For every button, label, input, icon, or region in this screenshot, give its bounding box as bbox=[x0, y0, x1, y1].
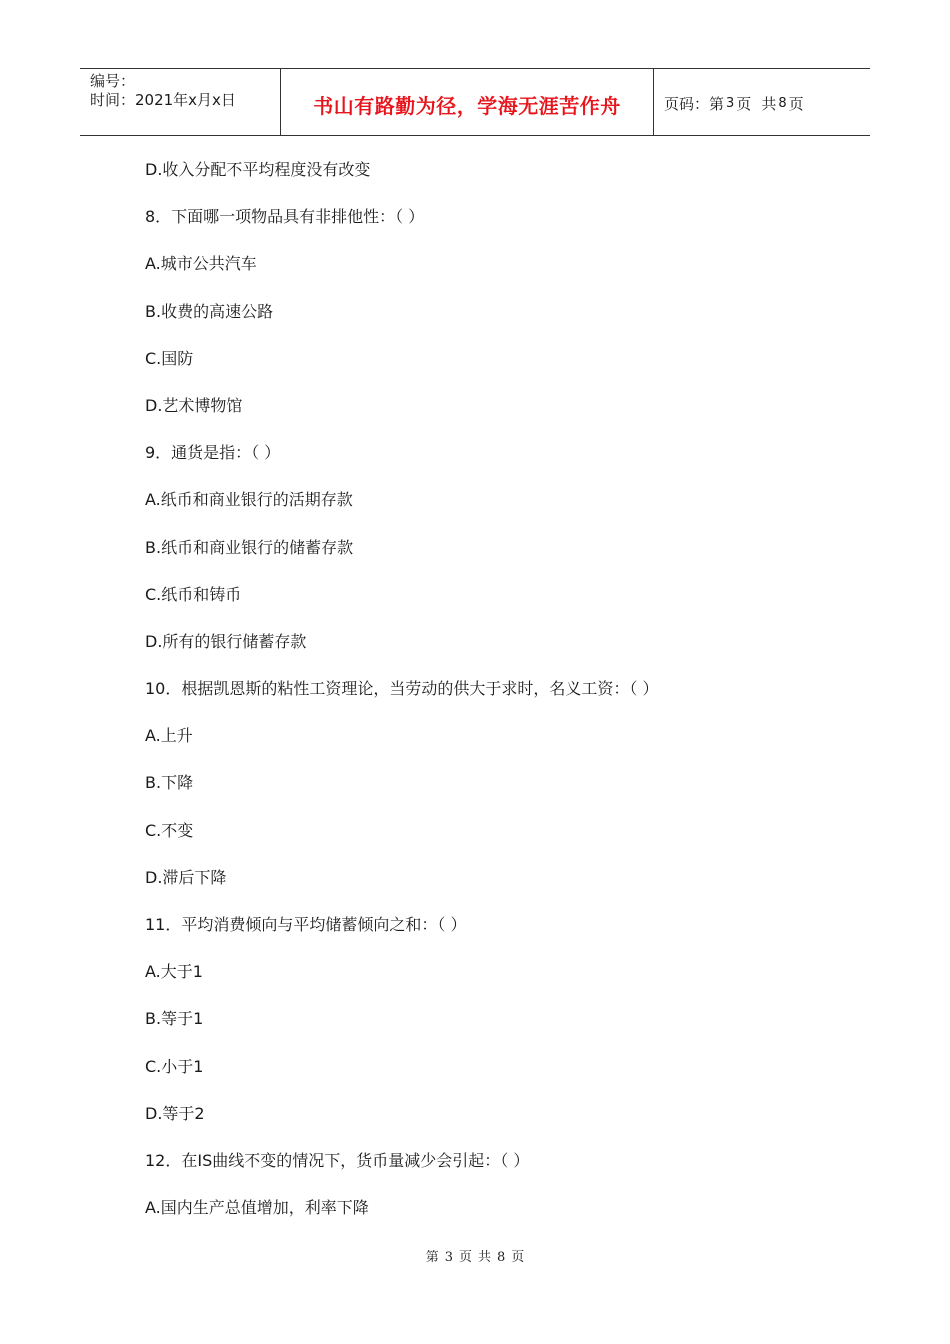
question-10: 10．根据凯恩斯的粘性工资理论，当劳动的供大于求时，名义工资：（ ） bbox=[145, 679, 659, 699]
footer-di: 第 bbox=[425, 1250, 439, 1265]
serial-number-label: 编号： bbox=[90, 72, 136, 90]
header-info-cell bbox=[80, 69, 281, 135]
page-total-prefix: 共 bbox=[761, 94, 777, 113]
option-line: C.小于1 bbox=[145, 1056, 204, 1076]
option-line: A.上升 bbox=[145, 726, 193, 746]
option-line: A.国内生产总值增加，利率下降 bbox=[145, 1198, 369, 1218]
page-mid: 页 bbox=[736, 94, 752, 113]
footer-ye-end: 页 bbox=[511, 1250, 525, 1265]
option-line: A.纸币和商业银行的活期存款 bbox=[145, 490, 353, 510]
page-current: 3 bbox=[726, 95, 735, 111]
motto-text: 书山有路勤为径，学海无涯苦作舟 bbox=[313, 93, 621, 118]
footer-ye: 页 bbox=[458, 1250, 472, 1265]
page-suffix: 页 bbox=[788, 94, 804, 113]
footer-total: 8 bbox=[497, 1250, 506, 1265]
page-header bbox=[80, 68, 870, 136]
page-total: 8 bbox=[778, 95, 787, 111]
page-prefix: 页码：第 bbox=[664, 94, 725, 113]
page-footer bbox=[0, 1246, 950, 1265]
question-8: 8．下面哪一项物品具有非排他性：（ ） bbox=[145, 207, 425, 227]
header-page-cell bbox=[654, 69, 870, 135]
option-line: C.纸币和铸币 bbox=[145, 584, 242, 604]
option-line: B.下降 bbox=[145, 773, 194, 793]
option-line: D.滞后下降 bbox=[145, 867, 227, 887]
document-body bbox=[145, 156, 845, 1241]
option-line: B.收费的高速公路 bbox=[145, 301, 274, 321]
footer-current: 3 bbox=[444, 1250, 453, 1265]
question-11: 11．平均消费倾向与平均储蓄倾向之和：（ ） bbox=[145, 915, 467, 934]
option-line: D.等于2 bbox=[145, 1103, 205, 1123]
date-label: 时间：2021年x月x日 bbox=[90, 91, 236, 109]
footer-gong: 共 bbox=[478, 1250, 492, 1265]
question-9: 9．通货是指：（ ） bbox=[145, 443, 281, 463]
option-line: A.大于1 bbox=[145, 962, 203, 982]
header-motto-cell bbox=[281, 69, 654, 135]
question-12: 12．在IS曲线不变的情况下，货币量减少会引起：（ ） bbox=[145, 1150, 530, 1170]
option-line: B.纸币和商业银行的储蓄存款 bbox=[145, 537, 354, 557]
text-line: D.收入分配不平均程度没有改变 bbox=[145, 160, 371, 179]
option-line: C.国防 bbox=[145, 348, 194, 368]
option-line: A.城市公共汽车 bbox=[145, 254, 257, 274]
option-line: B.等于1 bbox=[145, 1009, 204, 1029]
option-line: D.所有的银行储蓄存款 bbox=[145, 631, 307, 651]
option-line: C.不变 bbox=[145, 820, 194, 840]
option-line: D.艺术博物馆 bbox=[145, 395, 243, 415]
